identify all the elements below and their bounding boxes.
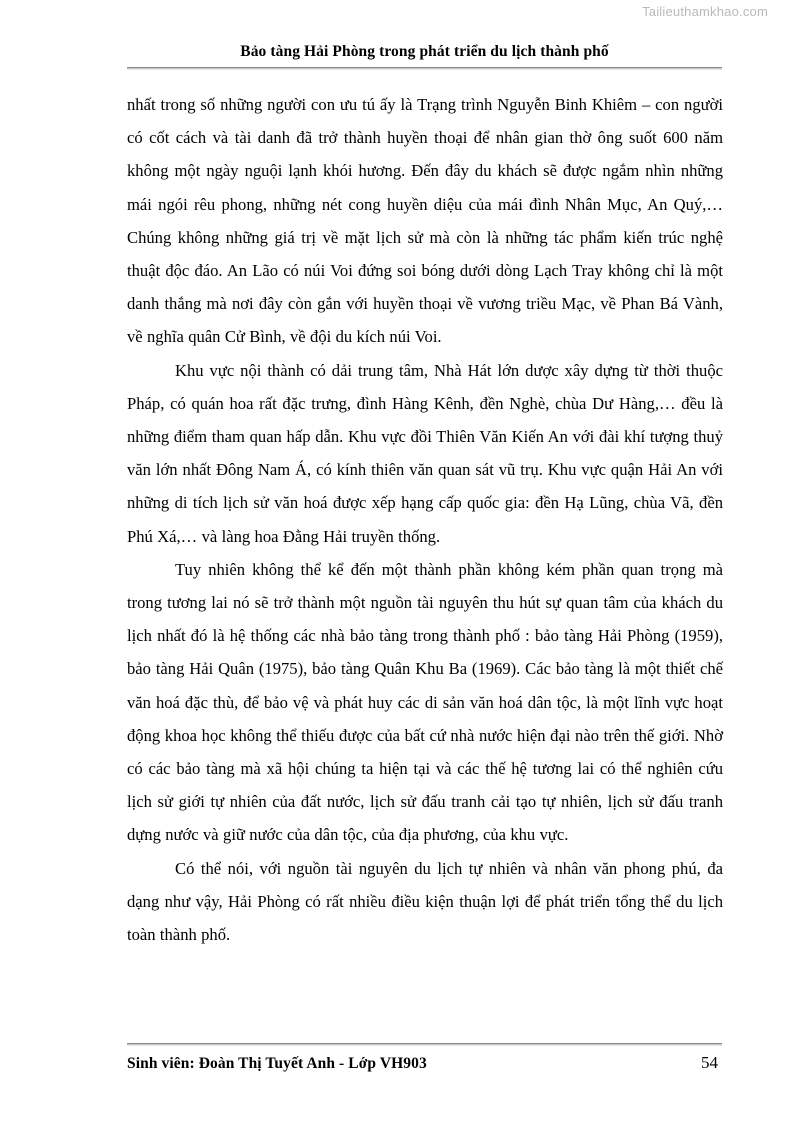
footer-row — [127, 1053, 722, 1073]
footer-author-line: Sinh viên: Đoàn Thị Tuyết Anh - Lớp VH903 — [127, 1055, 427, 1072]
header-divider — [127, 67, 722, 70]
document-body — [127, 88, 723, 951]
header-title: Bảo tàng Hải Phòng trong phát triển du lịch thành phố — [240, 43, 609, 60]
body-paragraph: Có thể nói, với nguồn tài nguyên du lịch tự nhiên và nhân văn phong phú, đa dạng như vậy, Hải Phòng có rất nhiều điều kiện thuận lợi để phát triển tổng thể du lịch toàn thành phố. — [127, 858, 723, 945]
running-footer — [127, 1043, 722, 1073]
body-paragraph: nhất trong số những người con ưu tú ấy là Trạng trình Nguyễn Binh Khiêm – con người có cốt cách và tài danh đã trở thành huyền thoại để nhân gian thờ ông suốt 600 năm không một ngày nguội lạnh khói hương. Đến đây du khách sẽ được ngắm nhìn những mái ngói rêu phong, những nét cong huyền diệu của mái đình Nhân Mục, An Quý,… Chúng không những giá trị về mặt lịch sử mà còn là những tác phẩm kiến trúc nghệ thuật độc đáo. An Lão có núi Voi đứng soi bóng dưới dòng Lạch Tray không chỉ là một danh thắng mà nơi đây còn gắn với huyền thoại về vương triều Mạc, về Phan Bá Vành, về nghĩa quân Cử Bình, về đội du kích núi Voi. — [127, 95, 723, 347]
footer-divider — [127, 1043, 722, 1046]
running-header — [127, 42, 722, 70]
page-number: 54 — [701, 1053, 718, 1072]
site-watermark: Tailieuthamkhao.com — [642, 4, 768, 19]
body-paragraph: Khu vực nội thành có dải trung tâm, Nhà Hát lớn dược xây dựng từ thời thuộc Pháp, có quán hoa rất đặc trưng, đình Hàng Kênh, đền Nghè, chùa Dư Hàng,… đều là những điểm tham quan hấp dẫn. Khu vực đồi Thiên Văn Kiến An với đài khí tượng thuỷ văn lớn nhất Đông Nam Á, có kính thiên văn quan sát vũ trụ. Khu vực quận Hải An với những di tích lịch sử văn hoá được xếp hạng cấp quốc gia: đền Hạ Lũng, chùa Vã, đền Phú Xá,… và làng hoa Đằng Hải truyền thống. — [127, 360, 723, 546]
body-paragraph: Tuy nhiên không thể kể đến một thành phần không kém phần quan trọng mà trong tương lai nó sẽ trở thành một nguồn tài nguyên thu hút sự quan tâm của khách du lịch nhất đó là hệ thống các nhà bảo tàng trong thành phố : bảo tàng Hải Phòng (1959), bảo tàng Hải Quân (1975), bảo tàng Quân Khu Ba (1969). Các bảo tàng là một thiết chế văn hoá đặc thù, để bảo vệ và phát huy các di sản văn hoá dân tộc, là một lĩnh vực hoạt động khoa học không thể thiếu được của bất cứ nhà nước hiện đại nào trên thế giới. Nhờ có các bảo tàng mà xã hội chúng ta hiện tại và các thế hệ tương lai có thể nghiên cứu lịch sử giới tự nhiên của đất nước, lịch sử đấu tranh cải tạo tự nhiên, lịch sử đấu tranh dựng nước và giữ nước của dân tộc, của địa phương, của khu vực. — [127, 559, 723, 845]
